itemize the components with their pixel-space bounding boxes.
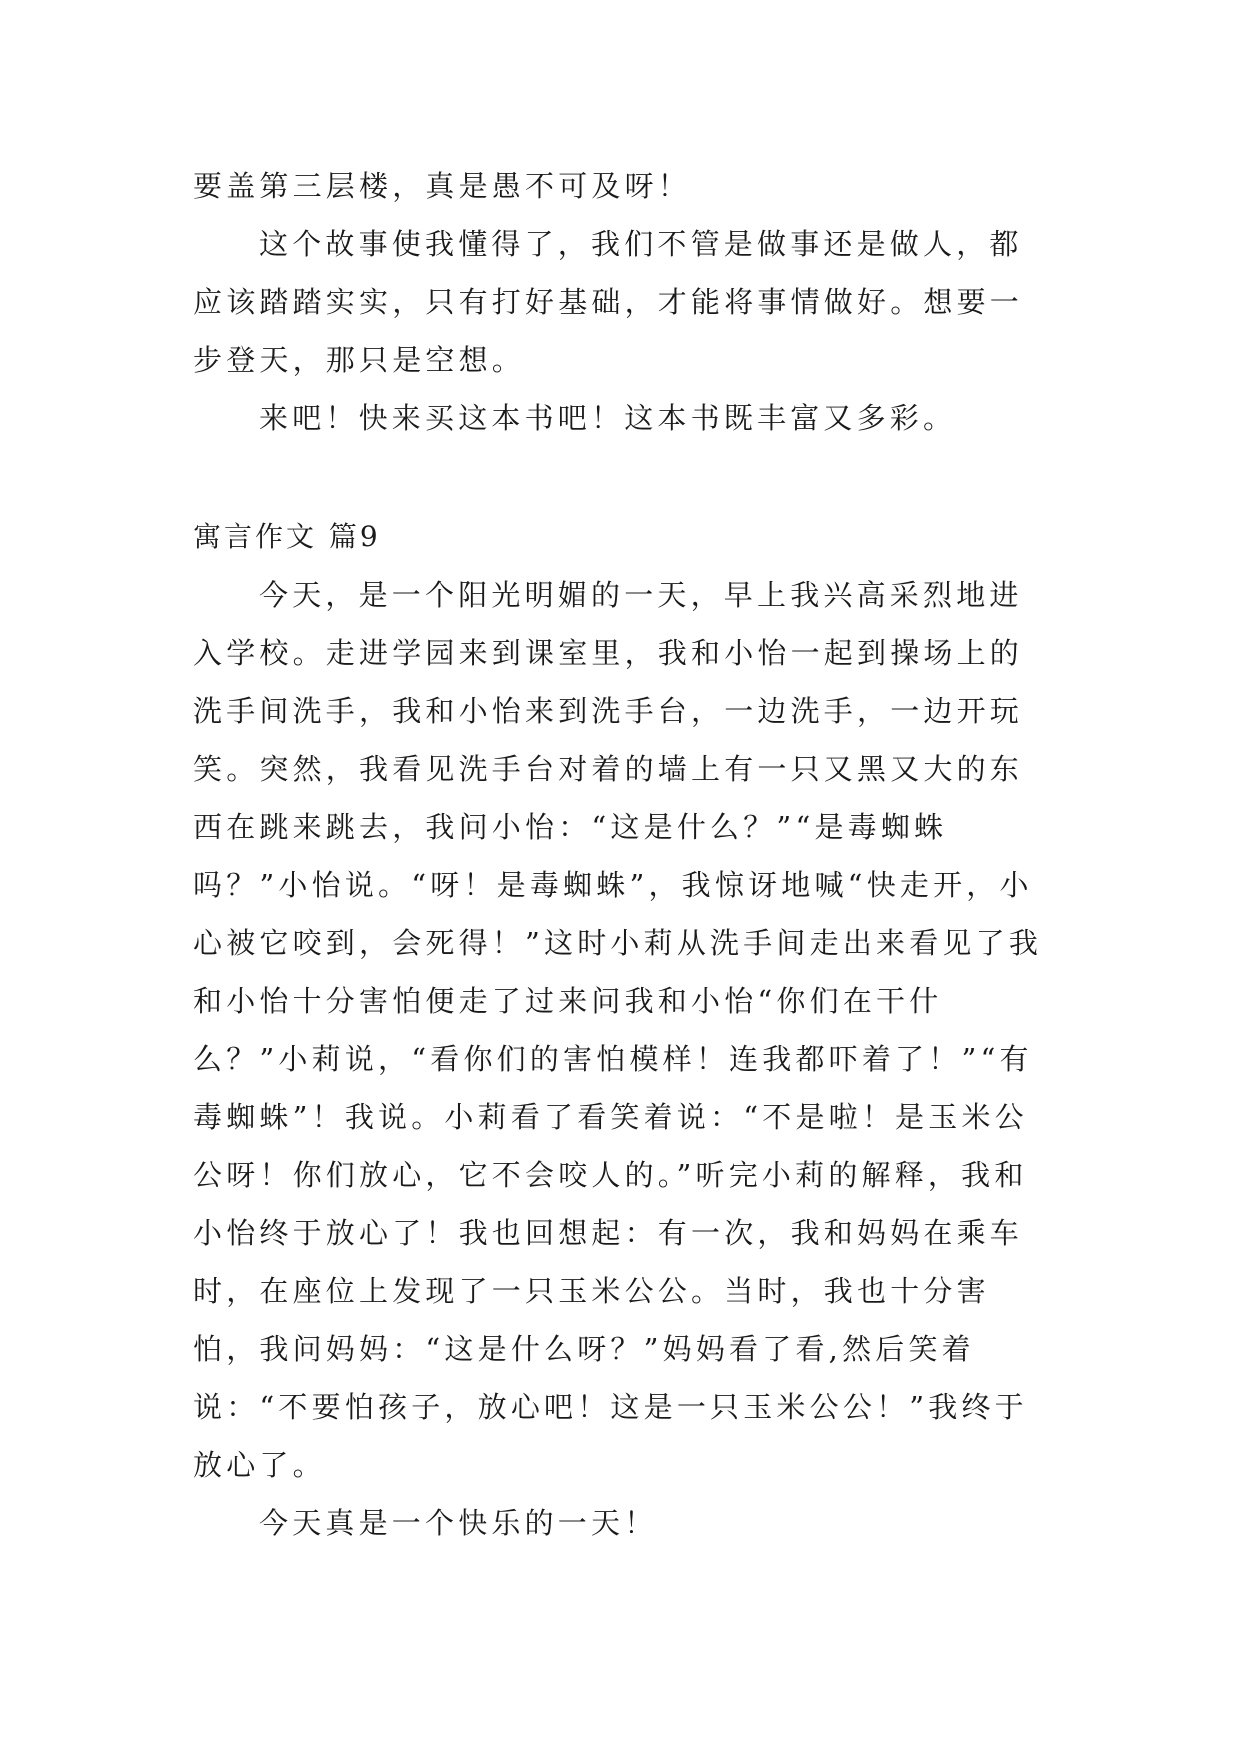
paragraph-closing: 今天真是一个快乐的一天！	[259, 1506, 658, 1540]
story-ending-section	[193, 157, 1055, 447]
paragraph-story: 今天，是一个阳光明媚的一天，早上我兴高采烈地进入学校。走进学园来到课室里，我和小怡一起到操场上的洗手间洗手，我和小怡来到洗手台，一边洗手，一边开玩笑。突然，我看见洗手台对着的墙上有一只又黑又大的东西在跳来跳去，我问小怡：“这是什么？”“是毒蜘蛛吗？”小怡说。“呀！是毒蜘蛛”，我惊讶地喊“快走开，小心被它咬到，会死得！”这时小莉从洗手间走出来看见了我和小怡十分害怕便走了过来问我和小怡“你们在干什么？”小莉说，“看你们的害怕模样！连我都吓着了！”“有毒蜘蛛”！我说。小莉看了看笑着说：“不是啦！是玉米公公呀！你们放心，它不会咬人的。”听完小莉的解释，我和小怡终于放心了！我也回想起：有一次，我和妈妈在乘车时，在座位上发现了一只玉米公公。当时，我也十分害怕，我问妈妈：“这是什么呀？”妈妈看了看,然后笑着说：“不要怕孩子，放心吧！这是一只玉米公公！”我终于放心了。	[193, 578, 1043, 1482]
section-heading: 寓言作文 篇9	[193, 520, 381, 553]
paragraph-recommendation: 来吧！快来买这本书吧！这本书既丰富又多彩。	[259, 401, 957, 435]
essay-section-9	[193, 508, 1055, 1552]
paragraph-continuation: 要盖第三层楼，真是愚不可及呀！	[193, 169, 692, 203]
paragraph-moral: 这个故事使我懂得了，我们不管是做事还是做人，都应该踏踏实实，只有打好基础，才能将事情做好。想要一步登天，那只是空想。	[193, 227, 1024, 377]
